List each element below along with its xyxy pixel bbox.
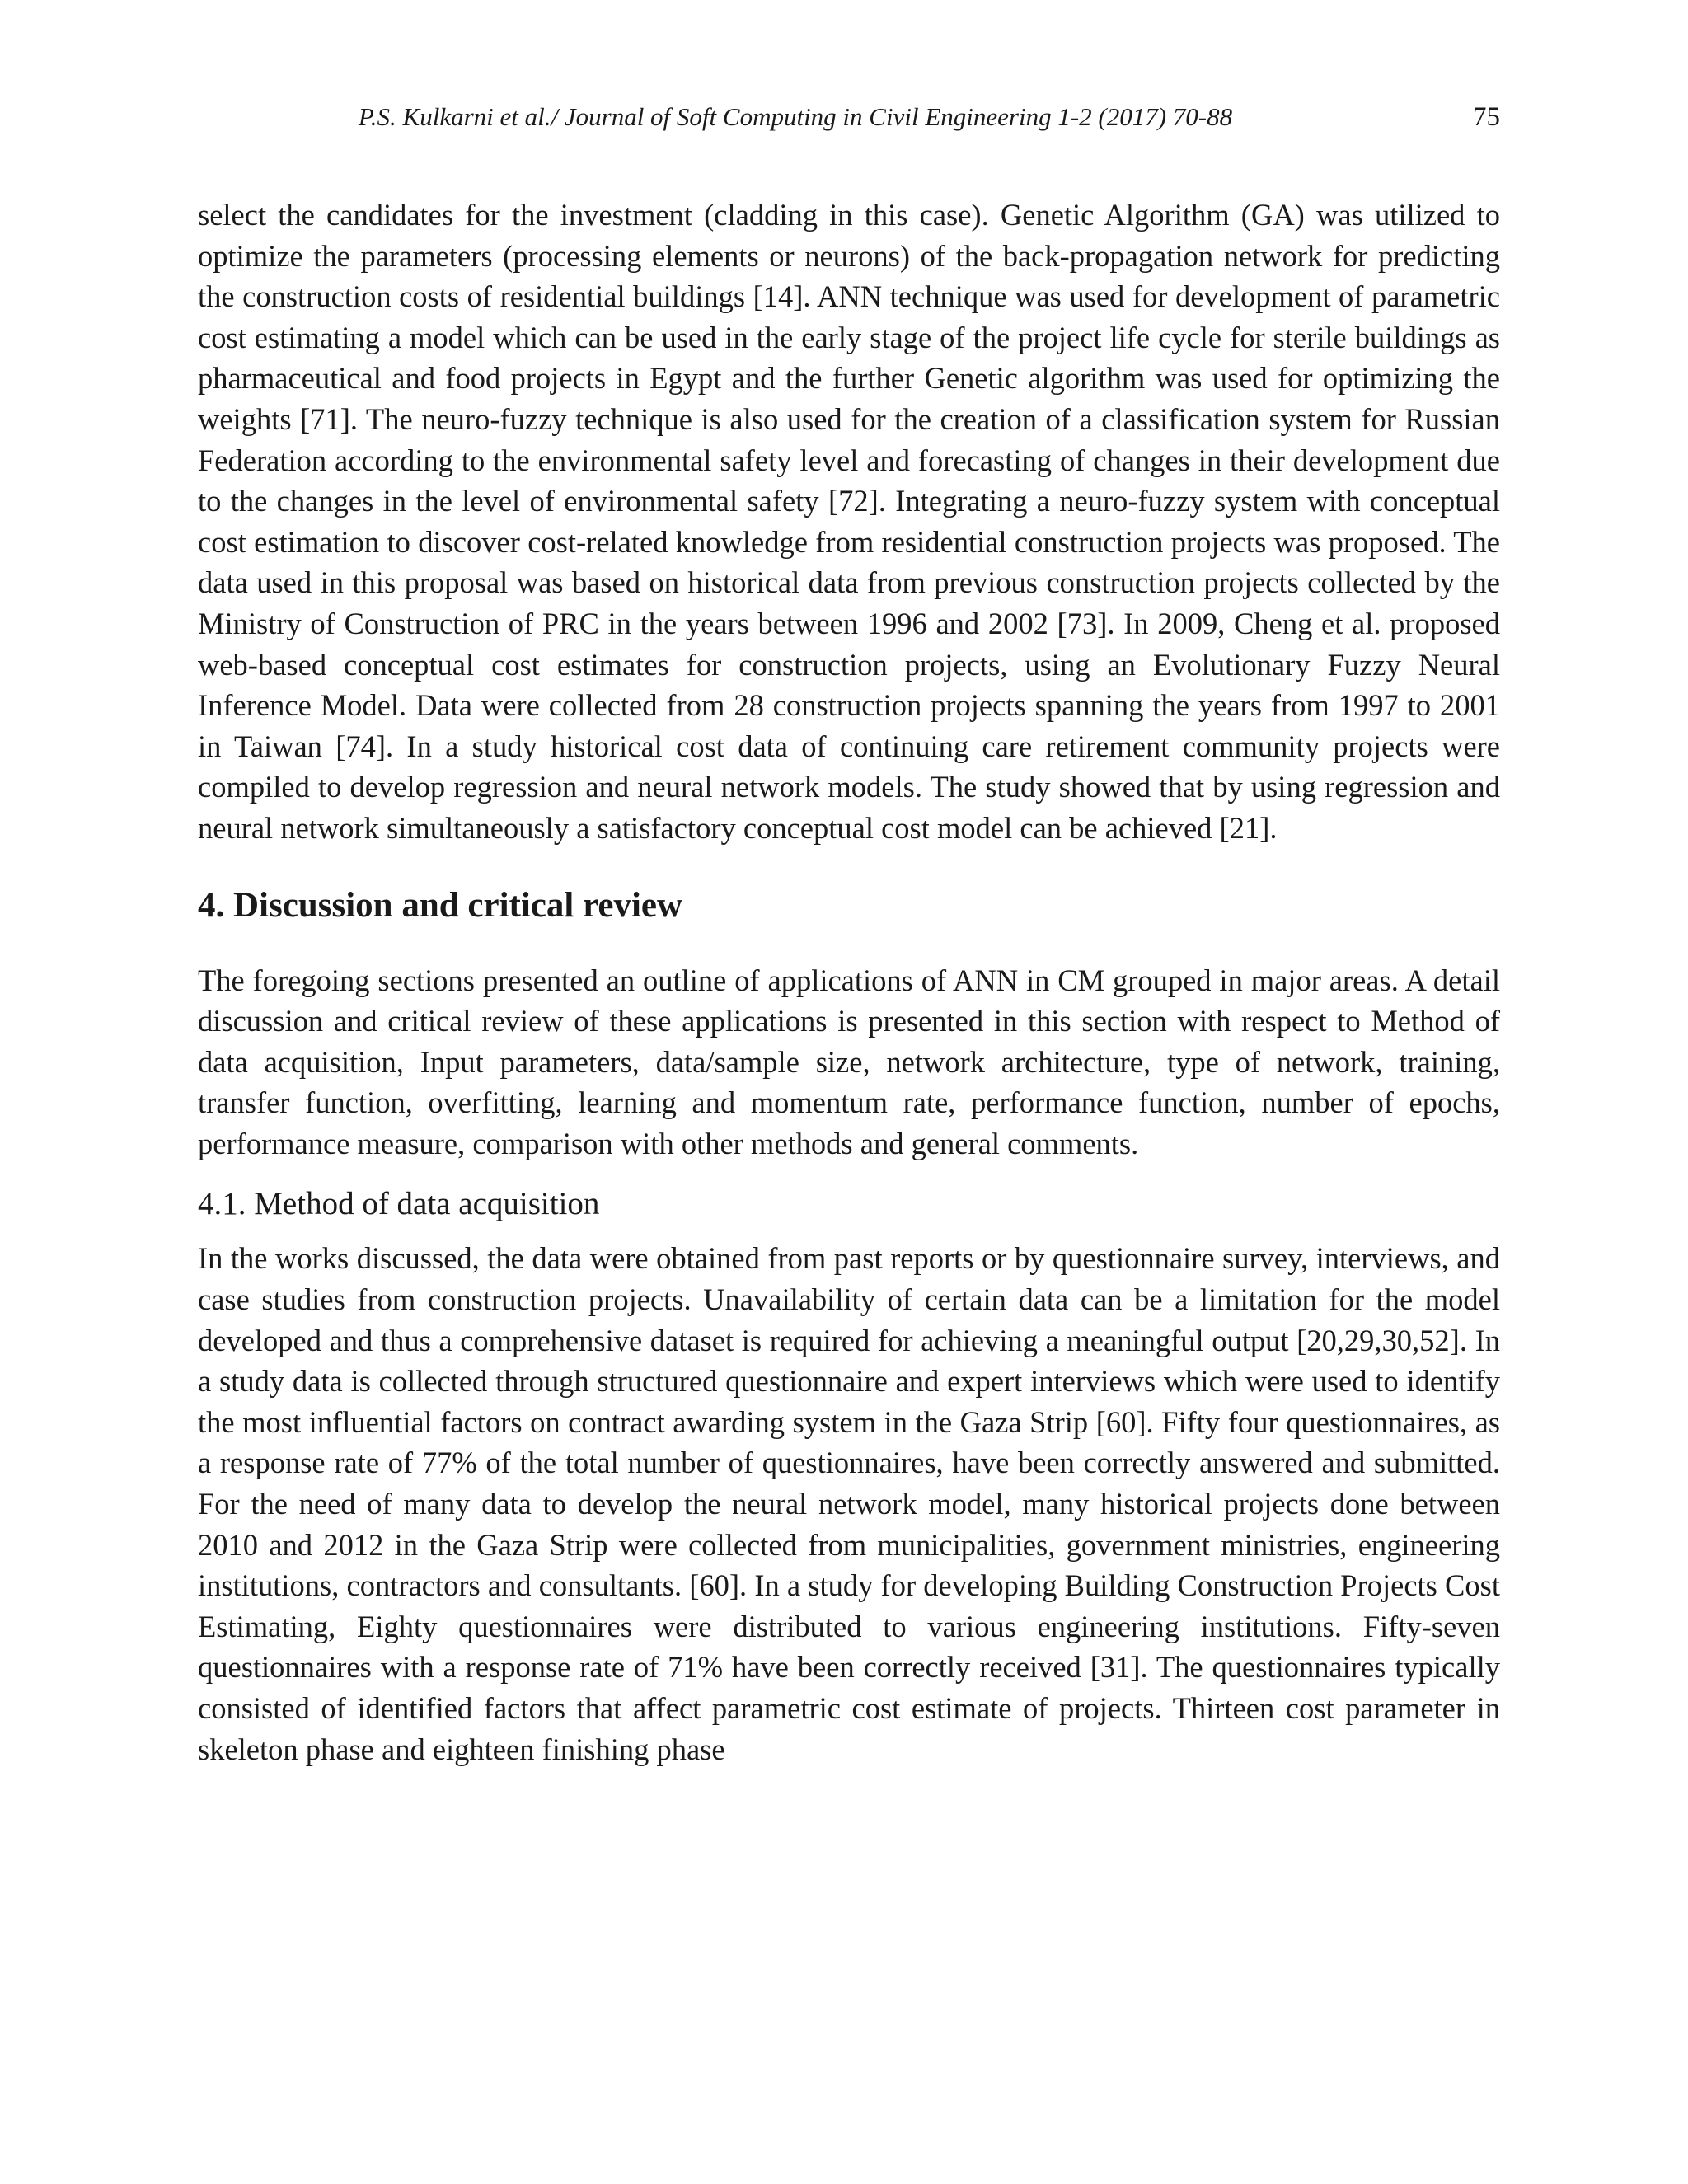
page-header bbox=[198, 97, 1500, 137]
running-head: P.S. Kulkarni et al./ Journal of Soft Computing in Civil Engineering 1-2 (2017) 70-88 bbox=[358, 102, 1233, 131]
article-body bbox=[198, 194, 1500, 1769]
discussion-paragraph: The foregoing sections presented an outline of applications of ANN in CM grouped in major areas. A detail discussion and critical review of these applications is presented in this section with respect to Method of data acquisition, Input parameters, data/sample size, network architecture, type of network, training, transfer function, overfitting, learning and momentum rate, performance function, number of epochs, performance measure, comparison with other methods and general comments. bbox=[198, 963, 1500, 1160]
section-heading-discussion: 4. Discussion and critical review bbox=[198, 885, 683, 925]
subsection-heading-data-acquisition: 4.1. Method of data acquisition bbox=[198, 1186, 600, 1222]
intro-paragraph: select the candidates for the investment (cladding in this case). Genetic Algorithm (GA) was utilized to optimize the parameters (processing elements or neurons) of the back-propagation network for predicting the construction costs of residential buildings [14]. ANN technique was used for development of parametric cost estimating a model which can be used in the early stage of the project life cycle for sterile buildings as pharmaceutical and food projects in Egypt and the further Genetic algorithm was used for optimizing the weights [71]. The neuro-fuzzy technique is also used for the creation of a classification system for Russian Federation according to the environmental safety level and forecasting of changes in their development due to the changes in the level of environmental safety [72]. Integrating a neuro-fuzzy system with conceptual cost estimation to discover cost-related knowledge from residential construction projects was proposed. The data used in this proposal was based on historical data from previous construction projects collected by the Ministry of Construction of PRC in the years between 1996 and 2002 [73]. In 2009, Cheng et al. proposed web-based conceptual cost estimates for construction projects, using an Evolutionary Fuzzy Neural Inference Model. Data were collected from 28 construction projects spanning the years from 1997 to 2001 in Taiwan [74]. In a study historical cost data of continuing care retirement community projects were compiled to develop regression and neural network models. The study showed that by using regression and neural network simultaneously a satisfactory conceptual cost model can be achieved [21]. bbox=[198, 198, 1500, 845]
page-number: 75 bbox=[1473, 102, 1500, 132]
data-acquisition-paragraph: In the works discussed, the data were obtained from past reports or by questionnaire survey, interviews, and case studies from construction projects. Unavailability of certain data can be a limitation for the model developed and thus a comprehensive dataset is required for achieving a meaningful output [20,29,30,52]. In a study data is collected through structured questionnaire and expert interviews which were used to identify the most influential factors on contract awarding system in the Gaza Strip [60]. Fifty four questionnaires, as a response rate of 77% of the total number of questionnaires, have been correctly answered and submitted. For the need of many data to develop the neural network model, many historical projects done between 2010 and 2012 in the Gaza Strip were collected from municipalities, government ministries, engineering institutions, contractors and consultants. [60]. In a study for developing Building Construction Projects Cost Estimating, Eighty questionnaires were distributed to various engineering institutions. Fifty-seven questionnaires with a response rate of 71% have been correctly received [31]. The questionnaires typically consisted of identified factors that affect parametric cost estimate of projects. Thirteen cost parameter in skeleton phase and eighteen finishing phase bbox=[198, 1241, 1500, 1766]
